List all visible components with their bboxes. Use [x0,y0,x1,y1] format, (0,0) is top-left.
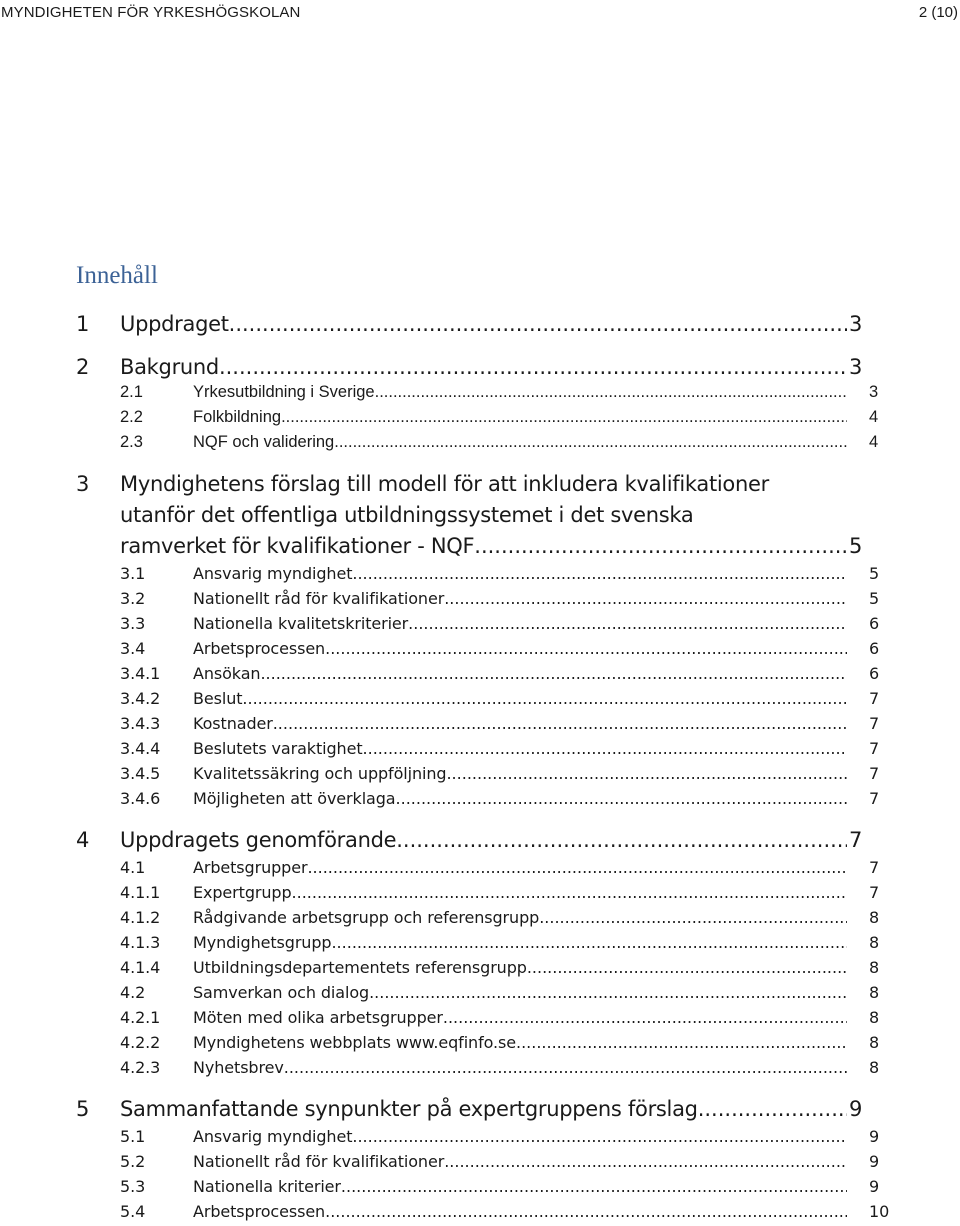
toc-entry-page: 7 [869,883,880,902]
toc-entry-page: 8 [869,908,880,927]
toc-entry-number: 4.1 [120,858,146,877]
toc-entry-number: 4.2.3 [120,1058,161,1077]
toc-entry-page: 9 [869,1177,880,1196]
toc-entry-title: Samverkan och dialog [193,983,370,1002]
dot-leader [219,355,847,379]
toc-entry-number: 4.2.1 [120,1008,161,1027]
dot-leader [325,639,847,658]
dot-leader [307,858,847,877]
toc-entry-page: 7 [869,764,880,783]
toc-entry-number: 4.1.2 [120,908,161,927]
dot-leader [325,1202,847,1221]
toc-entry-title: Utbildningsdepartementets referensgrupp [193,958,527,977]
dot-leader [396,828,847,852]
dot-leader [260,664,847,683]
toc-entry-number: 4.2 [120,983,146,1002]
dot-leader [375,383,847,402]
dot-leader [284,1058,847,1077]
toc-entry-number: 3.2 [120,589,146,608]
toc-entry-page: 6 [869,639,880,658]
toc-entry[interactable] [0,764,960,788]
toc-entry-page: 6 [869,664,880,683]
dot-leader [242,689,847,708]
toc-entry-page: 5 [869,564,880,583]
toc-entry[interactable] [0,564,960,588]
running-header-organization: MYNDIGHETEN FÖR YRKESHÖGSKOLAN [1,4,301,21]
dot-leader [516,1033,847,1052]
toc-entry[interactable] [0,589,960,613]
dot-leader [443,1008,847,1027]
toc-entry-number: 3.4.6 [120,789,161,808]
toc-entry-title: Möjligheten att överklaga [193,789,396,808]
toc-entry[interactable] [0,433,960,457]
toc-entry-page: 5 [869,589,880,608]
toc-entry[interactable] [0,714,960,738]
toc-entry-page: 4 [869,433,879,451]
toc-entry[interactable] [0,1008,960,1032]
toc-entry-page: 7 [869,714,880,733]
toc-entry-page: 7 [869,739,880,758]
toc-entry[interactable] [0,383,960,407]
toc-entry-number: 3.4.4 [120,739,161,758]
toc-entry-page: 7 [869,858,880,877]
toc-entry-number: 4.1.1 [120,883,161,902]
dot-leader [527,958,847,977]
dot-leader [334,433,847,452]
dot-leader [444,589,847,608]
toc-entry-page: 8 [869,933,880,952]
toc-entry-number: 5.2 [120,1152,146,1171]
toc-entry-title: Arbetsgrupper [193,858,308,877]
dot-leader [444,1152,847,1171]
dot-leader [292,883,847,902]
toc-entry-title-line: Myndighetens förslag till modell för att inkludera kvalifikationer [120,472,769,496]
toc-entry-page: 10 [869,1202,890,1221]
toc-entry-title: Myndighetsgrupp [193,933,332,952]
toc-entry-number: 5.4 [120,1202,146,1221]
toc-entry-page: 3 [869,383,879,401]
toc-entry-title: Nationellt råd för kvalifikationer [193,589,445,608]
toc-entry-title: Ansvarig myndighet [193,564,353,583]
dot-leader [396,789,847,808]
toc-entry-number: 2.2 [120,408,143,426]
toc-entry-number: 4.1.4 [120,958,161,977]
toc-entry[interactable] [0,1152,960,1176]
dot-leader [698,1097,847,1121]
toc-entry[interactable] [0,408,960,432]
toc-entry-page: 9 [869,1127,880,1146]
toc-entry[interactable] [0,639,960,663]
dot-leader [352,564,847,583]
toc-entry-title-line: ramverket för kvalifikationer - NQF [120,534,475,558]
toc-entry-title: Folkbildning [193,408,282,426]
dot-leader [341,1177,847,1196]
toc-entry-page: 8 [869,958,880,977]
dot-leader [281,408,847,427]
toc-entry-page: 8 [869,983,880,1002]
dot-leader [539,908,847,927]
toc-entry[interactable] [0,858,960,882]
toc-entry-page: 8 [869,1008,880,1027]
toc-entry-number: 1 [76,312,90,336]
toc-entry-page: 4 [869,408,879,426]
toc-entry-title-line: utanför det offentliga utbildningssystemet i det svenska [120,503,694,527]
toc-entry[interactable] [0,908,960,932]
toc-entry-page: 9 [849,1097,863,1121]
page-number-indicator: 2 (10) [918,4,958,21]
toc-entry-number: 3.1 [120,564,146,583]
dot-leader [273,714,847,733]
toc-entry-page: 5 [849,534,863,558]
toc-entry-number: 2.1 [120,383,143,401]
toc-entry[interactable] [0,1177,960,1201]
toc-entry-page: 3 [849,355,863,379]
toc-entry-number: 5 [76,1097,90,1121]
toc-entry[interactable] [0,789,960,813]
toc-entry-page: 7 [849,828,863,852]
toc-entry-number: 3.4.1 [120,664,161,683]
dot-leader [369,983,847,1002]
toc-entry-title: Rådgivande arbetsgrupp och referensgrupp [193,908,540,927]
toc-entry-number: 2.3 [120,433,143,451]
toc-entry-page: 3 [849,312,863,336]
toc-entry[interactable] [0,983,960,1007]
toc-entry-number: 5.3 [120,1177,146,1196]
toc-entry-page: 8 [869,1058,880,1077]
toc-entry-page: 7 [869,789,880,808]
toc-entry-title: Kvalitetssäkring och uppföljning [193,764,447,783]
toc-entry-title: NQF och validering [193,433,335,451]
toc-entry-number: 3.4.2 [120,689,161,708]
toc-entry-page: 6 [869,614,880,633]
toc-entry-number: 3.4.3 [120,714,161,733]
toc-entry[interactable] [0,1058,960,1082]
toc-heading: Innehåll [76,262,158,289]
toc-entry[interactable] [0,1127,960,1151]
toc-entry[interactable] [0,883,960,907]
toc-entry-title: Arbetsprocessen [193,1202,326,1221]
toc-entry-title: Nationella kvalitetskriterier [193,614,409,633]
toc-entry[interactable] [0,958,960,982]
toc-entry-title: Uppdraget [120,312,229,336]
toc-entry[interactable] [0,1033,960,1057]
toc-entry-title: Bakgrund [120,355,219,379]
toc-entry[interactable] [0,355,960,385]
toc-entry-number: 3.4 [120,639,146,658]
toc-entry-title: Ansvarig myndighet [193,1127,353,1146]
toc-entry-title: Nationellt råd för kvalifikationer [193,1152,445,1171]
toc-entry[interactable] [0,1097,960,1127]
toc-entry-number: 3.3 [120,614,146,633]
toc-entry-number: 5.1 [120,1127,146,1146]
toc-entry-number: 3 [76,472,90,496]
toc-entry-number: 4 [76,828,90,852]
dot-leader [331,933,847,952]
toc-entry-title: Myndighetens webbplats www.eqfinfo.se [193,1033,516,1052]
toc-entry-page: 8 [869,1033,880,1052]
toc-entry-number: 3.4.5 [120,764,161,783]
toc-entry[interactable] [0,828,960,858]
dot-leader [363,739,847,758]
toc-entry[interactable] [0,739,960,763]
toc-entry-title: Uppdragets genomförande [120,828,397,852]
dot-leader [446,764,847,783]
toc-entry-number: 4.1.3 [120,933,161,952]
toc-entry-title: Möten med olika arbetsgrupper [193,1008,443,1027]
toc-entry-title: Kostnader [193,714,273,733]
toc-entry[interactable] [0,664,960,688]
toc-entry-title: Sammanfattande synpunkter på expertgruppens förslag [120,1097,698,1121]
toc-entry[interactable] [0,689,960,713]
toc-entry-title: Ansökan [193,664,261,683]
toc-entry[interactable] [0,1202,960,1226]
toc-entry[interactable] [0,614,960,638]
dot-leader [229,312,847,336]
dot-leader [408,614,847,633]
toc-entry-title: Beslut [193,689,243,708]
toc-entry-title: Nationella kriterier [193,1177,341,1196]
toc-entry-title: Expertgrupp [193,883,292,902]
toc-entry-page: 9 [869,1152,880,1171]
toc-entry[interactable] [0,312,960,342]
toc-entry[interactable] [0,933,960,957]
toc-entry-number: 4.2.2 [120,1033,161,1052]
toc-entry-title: Yrkesutbildning i Sverige [193,383,375,401]
toc-entry-page: 7 [869,689,880,708]
toc-entry-title: Arbetsprocessen [193,639,326,658]
toc-entry-number: 2 [76,355,90,379]
dot-leader [474,534,847,558]
toc-entry-title: Beslutets varaktighet [193,739,363,758]
dot-leader [352,1127,847,1146]
toc-entry-title: Nyhetsbrev [193,1058,284,1077]
